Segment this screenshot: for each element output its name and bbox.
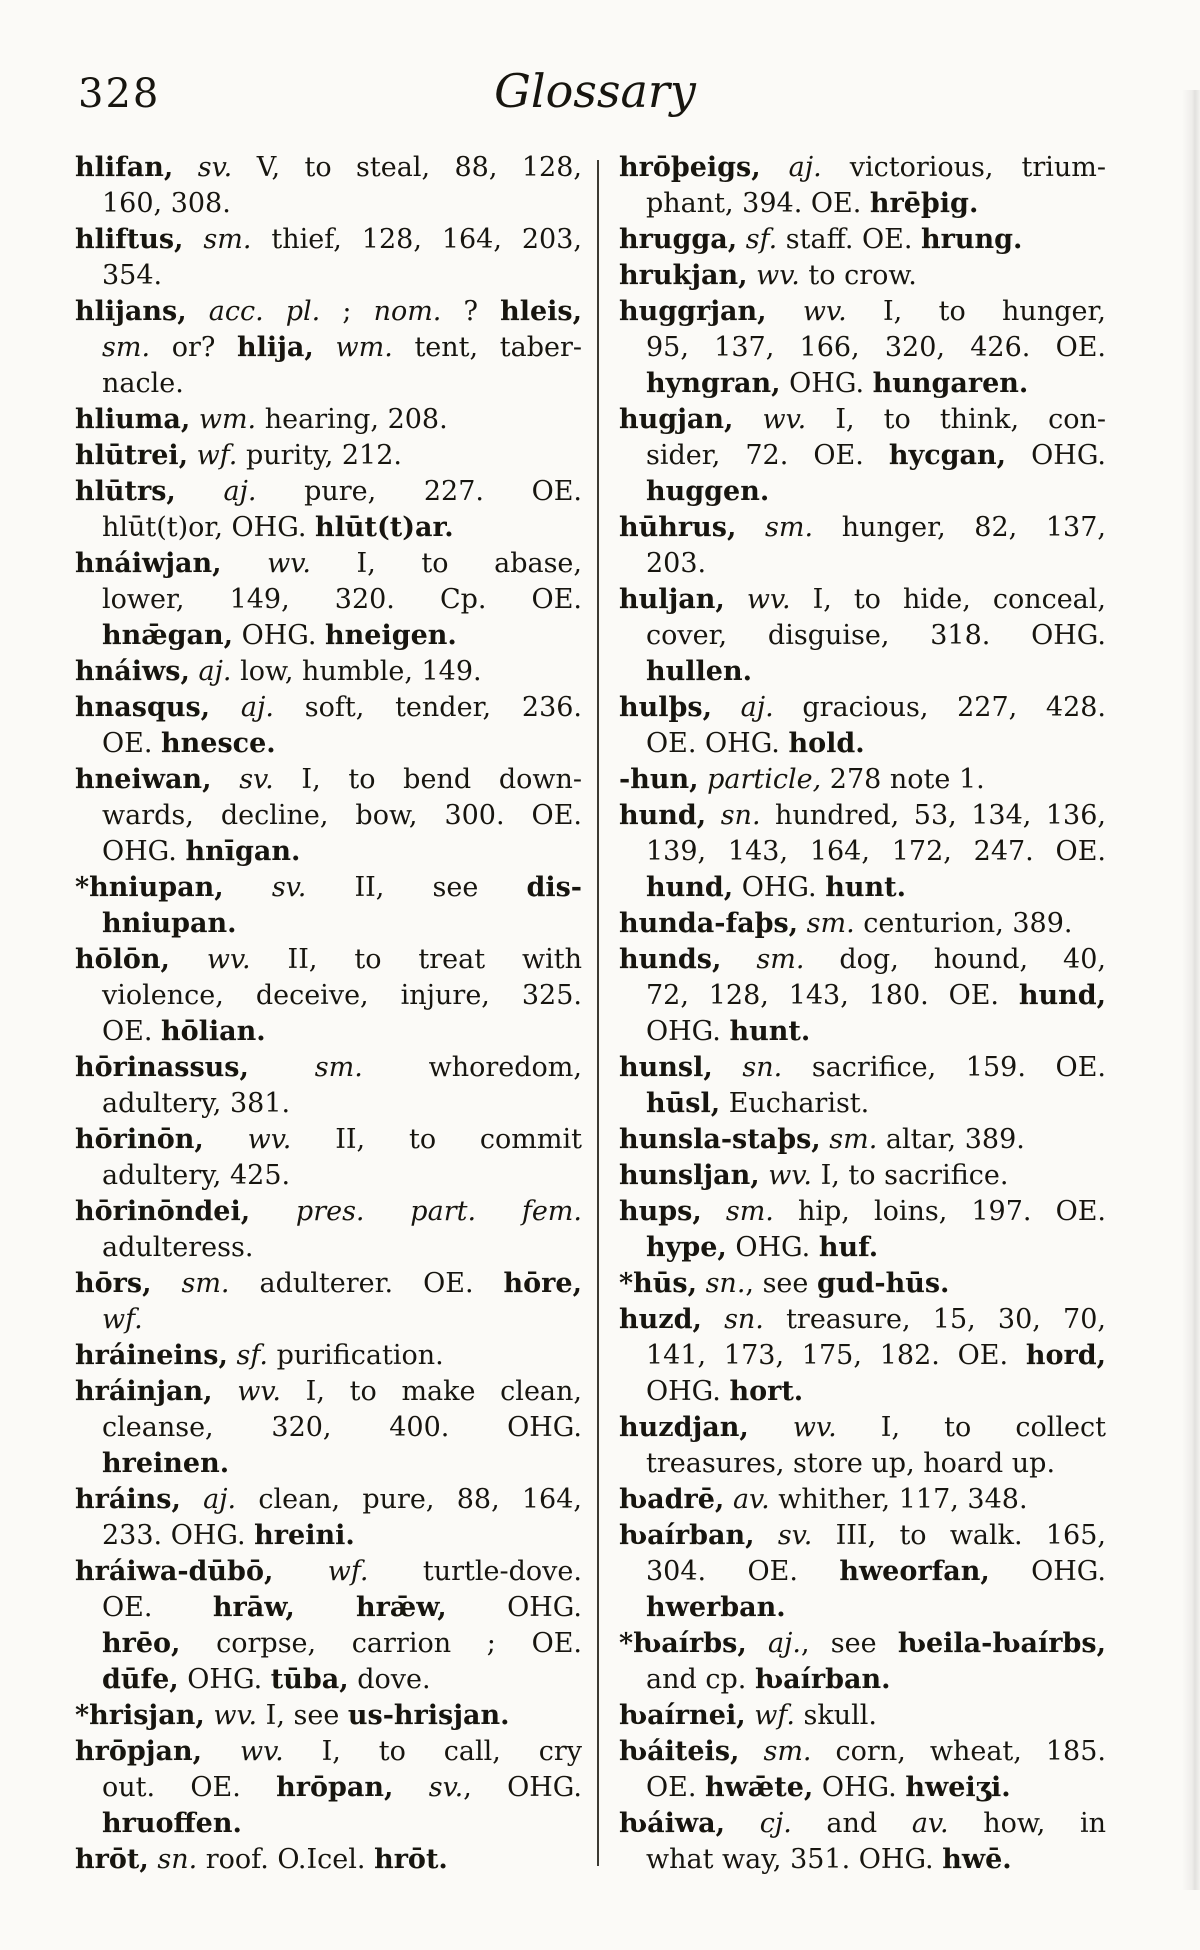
glossary-entry xyxy=(75,1194,582,1266)
glossary-entry xyxy=(619,1050,1106,1122)
entry-headword-line: hrukjan, wv. to crow. xyxy=(619,260,917,291)
glossary-entry xyxy=(75,474,582,546)
entry-headword-line: hōrs, sm. adulterer. OE. hōre, xyxy=(75,1268,582,1299)
glossary-entry xyxy=(619,258,1106,294)
glossary-entry xyxy=(75,1554,582,1698)
entry-continuation-line: OE. hrāw, hrǣw, OHG. xyxy=(102,1592,582,1623)
entry-headword-line: hōrinassus, sm. whoredom, xyxy=(75,1052,582,1083)
entry-headword-line: *hrisjan, wv. I, see us-hrisjan. xyxy=(75,1700,510,1731)
entry-continuation-line: cleanse, 320, 400. OHG. xyxy=(102,1412,582,1443)
entry-continuation-line: hruoffen. xyxy=(102,1808,242,1839)
entry-headword-line: hrōt, sn. roof. O.Icel. hrōt. xyxy=(75,1844,448,1875)
entry-continuation-line: lower, 149, 320. Cp. OE. xyxy=(102,584,582,615)
glossary-entry xyxy=(75,942,582,1050)
glossary-entry xyxy=(619,1518,1106,1626)
entry-headword-line: ƕaírnei, wf. skull. xyxy=(619,1700,877,1731)
entry-continuation-line: hyngran, OHG. hungaren. xyxy=(646,368,1029,399)
entry-continuation-line: 141, 173, 175, 182. OE. hord, xyxy=(646,1340,1106,1371)
glossary-entry xyxy=(619,1698,1106,1734)
entry-headword-line: *hūs, sn., see gud-hūs. xyxy=(619,1268,950,1299)
entry-continuation-line: OE. hōlian. xyxy=(102,1016,266,1047)
entry-continuation-line: hwerban. xyxy=(646,1592,786,1623)
entry-continuation-line: 95, 137, 166, 320, 426. OE. xyxy=(646,332,1106,363)
glossary-entry xyxy=(75,1050,582,1122)
entry-headword-line: hráineins, sf. purification. xyxy=(75,1340,444,1371)
entry-continuation-line: hund, OHG. hunt. xyxy=(646,872,906,903)
entry-continuation-line: nacle. xyxy=(102,368,184,399)
glossary-entry xyxy=(619,798,1106,906)
entry-headword-line: hliftus, sm. thief, 128, 164, 203, xyxy=(75,224,582,255)
entry-headword-line: hráinjan, wv. I, to make clean, xyxy=(75,1376,582,1407)
page-number: 328 xyxy=(78,71,161,117)
entry-headword-line: ƕáiteis, sm. corn, wheat, 185. xyxy=(619,1736,1106,1767)
entry-headword-line: huljan, wv. I, to hide, conceal, xyxy=(619,584,1106,615)
glossary-entry xyxy=(619,1734,1106,1806)
entry-continuation-line: OHG. hnīgan. xyxy=(102,836,301,867)
entry-headword-line: huggrjan, wv. I, to hunger, xyxy=(619,296,1106,327)
entry-headword-line: hūhrus, sm. hunger, 82, 137, xyxy=(619,512,1106,543)
glossary-entry xyxy=(619,1122,1106,1158)
entry-continuation-line: treasures, store up, hoard up. xyxy=(646,1448,1056,1479)
entry-continuation-line: hnǣgan, OHG. hneigen. xyxy=(102,620,457,651)
entry-continuation-line: sm. or? hlija, wm. tent, taber- xyxy=(102,332,582,363)
entry-continuation-line: adultery, 381. xyxy=(102,1088,291,1119)
entry-headword-line: hunsla-staþs, sm. altar, 389. xyxy=(619,1124,1025,1155)
glossary-entry xyxy=(75,1122,582,1194)
glossary-entry xyxy=(619,1806,1106,1878)
glossary-entry xyxy=(75,1338,582,1374)
entry-headword-line: hlūtrei, wf. purity, 212. xyxy=(75,440,402,471)
entry-headword-line: hlijans, acc. pl. ; nom. ? hleis, xyxy=(75,296,582,327)
glossary-entry xyxy=(619,1266,1106,1302)
entry-headword-line: ƕaírban, sv. III, to walk. 165, xyxy=(619,1520,1106,1551)
entry-continuation-line: adulteress. xyxy=(102,1232,254,1263)
entry-headword-line: hneiwan, sv. I, to bend down- xyxy=(75,764,582,795)
entry-continuation-line: violence, deceive, injure, 325. xyxy=(102,980,582,1011)
entry-continuation-line: OHG. hunt. xyxy=(646,1016,811,1047)
entry-continuation-line: out. OE. hrōpan, sv., OHG. xyxy=(102,1772,582,1803)
glossary-entry xyxy=(75,222,582,294)
entry-headword-line: hliuma, wm. hearing, 208. xyxy=(75,404,448,435)
glossary-entry xyxy=(75,1734,582,1842)
glossary-entry xyxy=(75,762,582,870)
entry-continuation-line: hrēo, corpse, carrion ; OE. xyxy=(102,1628,582,1659)
entry-headword-line: hund, sn. hundred, 53, 134, 136, xyxy=(619,800,1106,831)
entry-continuation-line: what way, 351. OHG. hwē. xyxy=(646,1844,1012,1875)
entry-continuation-line: hniupan. xyxy=(102,908,237,939)
entry-headword-line: hrōpjan, wv. I, to call, cry xyxy=(75,1736,582,1767)
glossary-entry xyxy=(619,402,1106,510)
entry-headword-line: -hun, particle, 278 note 1. xyxy=(619,764,985,795)
entry-continuation-line: 354. xyxy=(102,260,163,291)
entry-continuation-line: and cp. ƕaírban. xyxy=(646,1664,891,1695)
entry-headword-line: hrōþeigs, aj. victorious, trium- xyxy=(619,152,1106,183)
glossary-entry xyxy=(75,150,582,222)
entry-headword-line: *ƕaírbs, aj., see ƕeila-ƕaírbs, xyxy=(619,1628,1106,1659)
entry-continuation-line: OE. hwǣte, OHG. hweiʒi. xyxy=(646,1772,1011,1803)
entry-headword-line: hlifan, sv. V, to steal, 88, 128, xyxy=(75,152,582,183)
entry-continuation-line: 304. OE. hweorfan, OHG. xyxy=(646,1556,1106,1587)
entry-headword-line: hōlōn, wv. II, to treat with xyxy=(75,944,582,975)
glossary-entry xyxy=(619,690,1106,762)
page-header xyxy=(0,62,1200,126)
entry-headword-line: hráiwa-dūbō, wf. turtle-dove. xyxy=(75,1556,582,1587)
entry-continuation-line: OE. hnesce. xyxy=(102,728,276,759)
glossary-entry xyxy=(75,690,582,762)
entry-continuation-line: wf. xyxy=(102,1304,143,1335)
entry-headword-line: hnáiws, aj. low, humble, 149. xyxy=(75,656,482,687)
entry-continuation-line: 233. OHG. hreini. xyxy=(102,1520,355,1551)
glossary-entry xyxy=(619,510,1106,582)
page-edge-shadow xyxy=(1182,90,1200,1890)
glossary-entry xyxy=(619,222,1106,258)
entry-headword-line: hugjan, wv. I, to think, con- xyxy=(619,404,1106,435)
entry-headword-line: hōrinōn, wv. II, to commit xyxy=(75,1124,582,1155)
glossary-entry xyxy=(619,906,1106,942)
glossary-entry xyxy=(619,1194,1106,1266)
glossary-entry xyxy=(75,1374,582,1482)
entry-continuation-line: hreinen. xyxy=(102,1448,230,1479)
entry-headword-line: ƕadrē, av. whither, 117, 348. xyxy=(619,1484,1028,1515)
entry-continuation-line: hlūt(t)or, OHG. hlūt(t)ar. xyxy=(102,512,454,543)
glossary-entry xyxy=(75,402,582,438)
page-title: Glossary xyxy=(494,64,696,118)
entry-headword-line: hunds, sm. dog, hound, 40, xyxy=(619,944,1106,975)
column-divider-rule xyxy=(597,160,599,1866)
entry-headword-line: *hniupan, sv. II, see dis- xyxy=(75,872,582,903)
entry-continuation-line: cover, disguise, 318. OHG. xyxy=(646,620,1106,651)
entry-continuation-line: 203. xyxy=(646,548,707,579)
entry-headword-line: hunda-faþs, sm. centurion, 389. xyxy=(619,908,1073,939)
glossary-entry xyxy=(619,1302,1106,1410)
glossary-entry xyxy=(75,294,582,402)
entry-headword-line: huzdjan, wv. I, to collect xyxy=(619,1412,1106,1443)
entry-continuation-line: wards, decline, bow, 300. OE. xyxy=(102,800,582,831)
glossary-entry xyxy=(619,762,1106,798)
entry-continuation-line: hullen. xyxy=(646,656,752,687)
glossary-column-right xyxy=(619,150,1106,1878)
glossary-entry xyxy=(619,1410,1106,1482)
entry-continuation-line: 139, 143, 164, 172, 247. OE. xyxy=(646,836,1106,867)
glossary-column-left xyxy=(75,150,582,1878)
entry-continuation-line: phant, 394. OE. hrēþig. xyxy=(646,188,979,219)
entry-headword-line: hrugga, sf. staff. OE. hrung. xyxy=(619,224,1023,255)
glossary-entry xyxy=(75,1482,582,1554)
entry-continuation-line: huggen. xyxy=(646,476,770,507)
entry-headword-line: hunsljan, wv. I, to sacrifice. xyxy=(619,1160,1009,1191)
glossary-entry xyxy=(75,870,582,942)
glossary-entry xyxy=(75,438,582,474)
entry-headword-line: hnáiwjan, wv. I, to abase, xyxy=(75,548,582,579)
glossary-entry xyxy=(75,1266,582,1338)
entry-continuation-line: 72, 128, 143, 180. OE. hund, xyxy=(646,980,1106,1011)
entry-continuation-line: 160, 308. xyxy=(102,188,231,219)
entry-continuation-line: dūfe, OHG. tūba, dove. xyxy=(102,1664,431,1695)
glossary-entry xyxy=(619,150,1106,222)
glossary-entry xyxy=(75,1698,582,1734)
glossary-entry xyxy=(619,582,1106,690)
entry-headword-line: hlūtrs, aj. pure, 227. OE. xyxy=(75,476,582,507)
glossary-entry xyxy=(75,654,582,690)
glossary-entry xyxy=(75,1842,582,1878)
entry-headword-line: huzd, sn. treasure, 15, 30, 70, xyxy=(619,1304,1106,1335)
entry-headword-line: hunsl, sn. sacrifice, 159. OE. xyxy=(619,1052,1106,1083)
entry-headword-line: hráins, aj. clean, pure, 88, 164, xyxy=(75,1484,582,1515)
glossary-entry xyxy=(619,294,1106,402)
entry-continuation-line: hype, OHG. huf. xyxy=(646,1232,879,1263)
entry-continuation-line: hūsl, Eucharist. xyxy=(646,1088,870,1119)
glossary-entry xyxy=(75,546,582,654)
entry-headword-line: hnasqus, aj. soft, tender, 236. xyxy=(75,692,582,723)
glossary-entry xyxy=(619,1158,1106,1194)
entry-headword-line: hups, sm. hip, loins, 197. OE. xyxy=(619,1196,1106,1227)
entry-continuation-line: OE. OHG. hold. xyxy=(646,728,865,759)
entry-headword-line: hōrinōndei, pres. part. fem. xyxy=(75,1196,582,1227)
glossary-entry xyxy=(619,1482,1106,1518)
entry-headword-line: ƕáiwa, cj. and av. how, in xyxy=(619,1808,1106,1839)
entry-headword-line: hulþs, aj. gracious, 227, 428. xyxy=(619,692,1106,723)
glossary-entry xyxy=(619,942,1106,1050)
entry-continuation-line: sider, 72. OE. hycgan, OHG. xyxy=(646,440,1106,471)
glossary-entry xyxy=(619,1626,1106,1698)
entry-continuation-line: adultery, 425. xyxy=(102,1160,291,1191)
entry-continuation-line: OHG. hort. xyxy=(646,1376,804,1407)
